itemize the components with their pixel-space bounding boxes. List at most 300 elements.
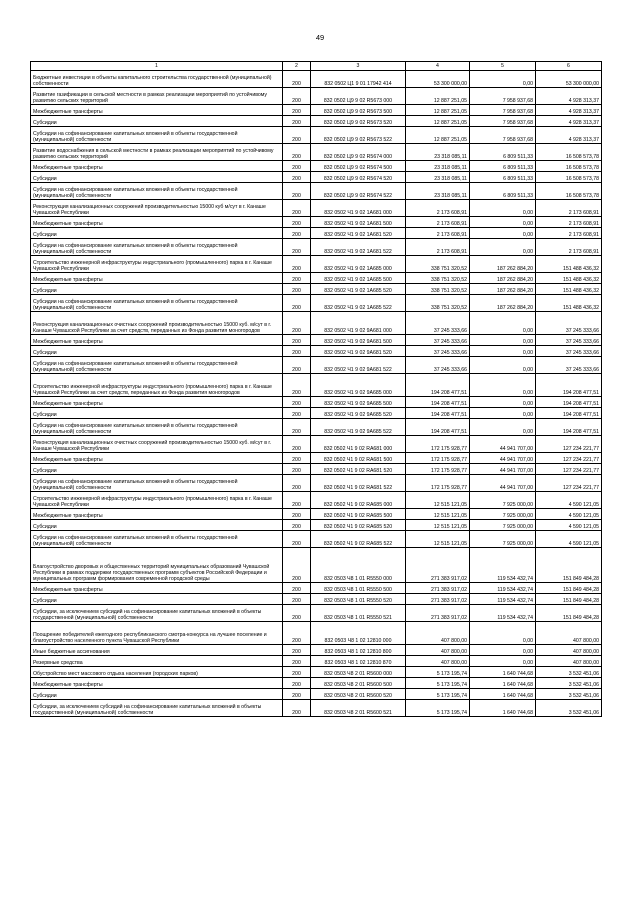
table-row <box>31 622 602 645</box>
row-remaining-amount: 4 928 313,37 <box>536 105 602 116</box>
row-classification: 832 0503 Ч8 1 01 R5550 520 <box>311 594 406 605</box>
row-classification: 832 0502 Ч1 9 02 RА681 520 <box>311 464 406 475</box>
row-classification: 832 0502 Ц9 9 02 R5674 000 <box>311 144 406 161</box>
table-row <box>31 172 602 183</box>
table-row <box>31 200 602 217</box>
row-name: Реконструкция канализационных очистных сооружений производительностью 15000 куб. м/сут в г. Канаше Чувашской Республики за счет средств, переданных из Фонда развития моногородов <box>31 312 283 335</box>
row-remaining-amount: 4 590 121,05 <box>536 492 602 509</box>
table-row <box>31 531 602 548</box>
row-executed-amount: 6 809 511,33 <box>470 161 536 172</box>
table-row <box>31 548 602 583</box>
row-line-code: 200 <box>283 475 311 492</box>
row-line-code: 200 <box>283 520 311 531</box>
row-name: Субсидии на софинансирование капитальных вложений в объекты государственной (муниципальной) собственности <box>31 239 283 256</box>
row-executed-amount: 7 958 937,68 <box>470 105 536 116</box>
row-remaining-amount: 37 245 333,66 <box>536 312 602 335</box>
row-line-code: 200 <box>283 172 311 183</box>
row-executed-amount: 0,00 <box>470 397 536 408</box>
row-remaining-amount: 53 300 000,00 <box>536 71 602 88</box>
row-line-code: 200 <box>283 531 311 548</box>
table-row <box>31 127 602 144</box>
row-executed-amount: 0,00 <box>470 346 536 357</box>
row-remaining-amount: 407 800,00 <box>536 656 602 667</box>
row-executed-amount: 0,00 <box>470 656 536 667</box>
row-line-code: 200 <box>283 217 311 228</box>
row-executed-amount: 119 534 432,74 <box>470 605 536 622</box>
row-approved-amount: 338 751 320,52 <box>406 284 470 295</box>
row-name: Строительство инженерной инфраструктуры индустриального (промышленного) парка в г. Канаше Чувашской Республики <box>31 256 283 273</box>
row-name: Межбюджетные трансферты <box>31 105 283 116</box>
row-name: Субсидии <box>31 408 283 419</box>
row-line-code: 200 <box>283 583 311 594</box>
row-name: Субсидии <box>31 594 283 605</box>
table-row <box>31 105 602 116</box>
row-executed-amount: 0,00 <box>470 312 536 335</box>
row-name: Благоустройство дворовых и общественных территорий муниципальных образований Чувашской Республики в рамках поддержки государственных программ субъектов Российской Федерации и муниципальных программ формирования современной городской среды <box>31 548 283 583</box>
row-remaining-amount: 127 234 221,77 <box>536 464 602 475</box>
row-remaining-amount: 16 508 573,78 <box>536 172 602 183</box>
table-row <box>31 520 602 531</box>
row-line-code: 200 <box>283 436 311 453</box>
table-body <box>31 71 602 717</box>
row-approved-amount: 12 515 121,05 <box>406 520 470 531</box>
row-executed-amount: 6 809 511,33 <box>470 172 536 183</box>
table-header-row <box>31 62 602 71</box>
row-classification: 832 0502 Ч1 9 02 9А681 520 <box>311 346 406 357</box>
row-remaining-amount: 3 532 451,06 <box>536 678 602 689</box>
table-row <box>31 346 602 357</box>
row-approved-amount: 338 751 320,52 <box>406 273 470 284</box>
row-remaining-amount: 2 173 608,91 <box>536 239 602 256</box>
row-executed-amount: 44 941 707,00 <box>470 475 536 492</box>
row-name: Субсидии <box>31 284 283 295</box>
table-row <box>31 419 602 436</box>
row-approved-amount: 407 800,00 <box>406 656 470 667</box>
row-line-code: 200 <box>283 357 311 374</box>
row-line-code: 200 <box>283 548 311 583</box>
row-remaining-amount: 3 532 451,06 <box>536 700 602 717</box>
row-executed-amount: 7 958 937,68 <box>470 127 536 144</box>
row-line-code: 200 <box>283 397 311 408</box>
row-remaining-amount: 4 928 313,37 <box>536 127 602 144</box>
row-line-code: 200 <box>283 335 311 346</box>
table-row <box>31 284 602 295</box>
row-line-code: 200 <box>283 183 311 200</box>
row-line-code: 200 <box>283 464 311 475</box>
row-remaining-amount: 2 173 608,91 <box>536 217 602 228</box>
row-classification: 832 0502 Ч1 9 02 9А685 000 <box>311 374 406 397</box>
row-classification: 832 0503 Ч8 2 01 R5600 521 <box>311 700 406 717</box>
row-name: Субсидии, за исключением субсидий на софинансирование капитальных вложений в объекты государственной (муниципальной) собственности <box>31 605 283 622</box>
row-name: Резервные средства <box>31 656 283 667</box>
row-remaining-amount: 151 849 484,28 <box>536 583 602 594</box>
row-name: Межбюджетные трансферты <box>31 335 283 346</box>
row-approved-amount: 172 175 928,77 <box>406 464 470 475</box>
row-remaining-amount: 194 208 477,51 <box>536 419 602 436</box>
row-line-code: 200 <box>283 700 311 717</box>
row-name: Субсидии на софинансирование капитальных вложений в объекты государственной (муниципальной) собственности <box>31 419 283 436</box>
table-row <box>31 88 602 105</box>
row-remaining-amount: 194 208 477,51 <box>536 374 602 397</box>
table-row <box>31 700 602 717</box>
row-name: Развитие газификации в сельской местности в рамках реализации мероприятий по устойчивому развитию сельских территорий <box>31 88 283 105</box>
row-approved-amount: 5 173 195,74 <box>406 678 470 689</box>
row-remaining-amount: 4 928 313,37 <box>536 88 602 105</box>
row-remaining-amount: 151 488 436,32 <box>536 256 602 273</box>
header-col-3: 3 <box>311 62 406 71</box>
row-name: Межбюджетные трансферты <box>31 273 283 284</box>
table-row <box>31 256 602 273</box>
row-executed-amount: 119 534 432,74 <box>470 583 536 594</box>
row-classification: 832 0502 Ч1 9 02 RА685 000 <box>311 492 406 509</box>
row-executed-amount: 187 262 884,20 <box>470 273 536 284</box>
row-remaining-amount: 151 488 436,32 <box>536 284 602 295</box>
row-remaining-amount: 151 849 484,28 <box>536 605 602 622</box>
row-remaining-amount: 37 245 333,66 <box>536 346 602 357</box>
row-classification: 832 0503 Ч8 2 01 R5600 520 <box>311 689 406 700</box>
row-line-code: 200 <box>283 419 311 436</box>
row-remaining-amount: 151 488 436,32 <box>536 273 602 284</box>
row-executed-amount: 6 809 511,33 <box>470 183 536 200</box>
row-approved-amount: 2 173 608,91 <box>406 217 470 228</box>
row-line-code: 200 <box>283 71 311 88</box>
row-remaining-amount: 127 234 221,77 <box>536 453 602 464</box>
row-line-code: 200 <box>283 656 311 667</box>
row-approved-amount: 271 383 917,02 <box>406 605 470 622</box>
row-remaining-amount: 2 173 608,91 <box>536 228 602 239</box>
row-name: Субсидии <box>31 172 283 183</box>
row-line-code: 200 <box>283 161 311 172</box>
row-classification: 832 0503 Ч8 2 01 R5600 000 <box>311 667 406 678</box>
row-classification: 832 0502 Ч1 9 02 9А681 500 <box>311 335 406 346</box>
row-remaining-amount: 3 532 451,06 <box>536 689 602 700</box>
row-approved-amount: 172 175 928,77 <box>406 453 470 464</box>
row-classification: 832 0502 Ч1 9 02 1А681 500 <box>311 217 406 228</box>
table-row <box>31 116 602 127</box>
row-approved-amount: 2 173 608,91 <box>406 228 470 239</box>
row-name: Обустройство мест массового отдыха населения (городских парков) <box>31 667 283 678</box>
row-classification: 832 0502 Ч1 9 02 RА681 000 <box>311 436 406 453</box>
row-name: Межбюджетные трансферты <box>31 161 283 172</box>
row-name: Бюджетные инвестиции в объекты капитального строительства государственной (муниципальной) собственности <box>31 71 283 88</box>
row-remaining-amount: 151 488 436,32 <box>536 295 602 312</box>
row-name: Субсидии на софинансирование капитальных вложений в объекты государственной (муниципальной) собственности <box>31 475 283 492</box>
row-executed-amount: 1 640 744,68 <box>470 700 536 717</box>
row-name: Иные бюджетные ассигнования <box>31 645 283 656</box>
row-executed-amount: 44 941 707,00 <box>470 464 536 475</box>
row-approved-amount: 2 173 608,91 <box>406 239 470 256</box>
row-approved-amount: 271 383 917,02 <box>406 594 470 605</box>
header-col-6: 6 <box>536 62 602 71</box>
table-row <box>31 645 602 656</box>
row-executed-amount: 1 640 744,68 <box>470 678 536 689</box>
row-remaining-amount: 3 532 451,06 <box>536 667 602 678</box>
row-name: Строительство инженерной инфраструктуры индустриального (промышленного) парка в г. Канаше Чувашской Республики за счет средств, переданных из Фонда развития моногородов <box>31 374 283 397</box>
table-row <box>31 583 602 594</box>
row-executed-amount: 7 925 000,00 <box>470 520 536 531</box>
row-remaining-amount: 127 234 221,77 <box>536 436 602 453</box>
table-row <box>31 408 602 419</box>
row-classification: 832 0502 Ц9 9 02 R5674 522 <box>311 183 406 200</box>
row-line-code: 200 <box>283 295 311 312</box>
row-executed-amount: 0,00 <box>470 217 536 228</box>
table-row <box>31 678 602 689</box>
table-row <box>31 492 602 509</box>
row-name: Субсидии <box>31 464 283 475</box>
table-row <box>31 667 602 678</box>
row-approved-amount: 23 318 085,11 <box>406 161 470 172</box>
row-name: Субсидии <box>31 116 283 127</box>
table-row <box>31 183 602 200</box>
row-name: Межбюджетные трансферты <box>31 397 283 408</box>
row-name: Реконструкция канализационных очистных сооружений производительностью 15000 куб. м/сут в г. Канаше Чувашской Республики <box>31 436 283 453</box>
row-name: Межбюджетные трансферты <box>31 453 283 464</box>
row-approved-amount: 172 175 928,77 <box>406 436 470 453</box>
row-approved-amount: 172 175 928,77 <box>406 475 470 492</box>
row-approved-amount: 12 515 121,05 <box>406 492 470 509</box>
row-executed-amount: 187 262 884,20 <box>470 284 536 295</box>
row-line-code: 200 <box>283 374 311 397</box>
row-name: Межбюджетные трансферты <box>31 217 283 228</box>
table-row <box>31 161 602 172</box>
row-classification: 832 0502 Ч1 9 02 1А685 520 <box>311 284 406 295</box>
row-approved-amount: 37 245 333,66 <box>406 346 470 357</box>
table-row <box>31 464 602 475</box>
row-executed-amount: 7 925 000,00 <box>470 492 536 509</box>
row-name: Субсидии <box>31 689 283 700</box>
table-row <box>31 228 602 239</box>
row-name: Поощрение победителей ежегодного республиканского смотра-конкурса на лучшее поселение и благоустройство населенного пункта Чувашской Республики <box>31 622 283 645</box>
row-executed-amount: 0,00 <box>470 408 536 419</box>
row-line-code: 200 <box>283 200 311 217</box>
row-classification: 832 0502 Ч1 9 02 RА685 520 <box>311 520 406 531</box>
row-classification: 832 0502 Ц9 9 02 R5673 500 <box>311 105 406 116</box>
row-name: Субсидии на софинансирование капитальных вложений в объекты государственной (муниципальной) собственности <box>31 183 283 200</box>
table-row <box>31 144 602 161</box>
row-classification: 832 0502 Ч1 9 02 9А685 522 <box>311 419 406 436</box>
table-row <box>31 295 602 312</box>
row-classification: 832 0502 Ч1 9 02 9А681 000 <box>311 312 406 335</box>
table-row <box>31 509 602 520</box>
row-approved-amount: 5 173 195,74 <box>406 689 470 700</box>
row-executed-amount: 119 534 432,74 <box>470 594 536 605</box>
row-line-code: 200 <box>283 88 311 105</box>
row-approved-amount: 37 245 333,66 <box>406 357 470 374</box>
row-line-code: 200 <box>283 239 311 256</box>
row-remaining-amount: 2 173 608,91 <box>536 200 602 217</box>
row-line-code: 200 <box>283 127 311 144</box>
row-line-code: 200 <box>283 689 311 700</box>
row-approved-amount: 2 173 608,91 <box>406 200 470 217</box>
row-name: Субсидии <box>31 346 283 357</box>
row-classification: 832 0502 Ч1 9 02 9А685 500 <box>311 397 406 408</box>
row-line-code: 200 <box>283 312 311 335</box>
row-executed-amount: 187 262 884,20 <box>470 295 536 312</box>
row-classification: 832 0502 Ч1 9 02 1А685 522 <box>311 295 406 312</box>
row-line-code: 200 <box>283 144 311 161</box>
row-approved-amount: 23 318 085,11 <box>406 144 470 161</box>
table-row <box>31 605 602 622</box>
row-remaining-amount: 151 849 484,28 <box>536 548 602 583</box>
row-classification: 832 0502 Ч1 9 02 1А681 520 <box>311 228 406 239</box>
row-executed-amount: 0,00 <box>470 374 536 397</box>
row-approved-amount: 338 751 320,52 <box>406 295 470 312</box>
row-executed-amount: 7 925 000,00 <box>470 531 536 548</box>
row-name: Развитие водоснабжения в сельской местности в рамках реализации мероприятий по устойчивому развитию сельских территорий <box>31 144 283 161</box>
row-classification: 832 0502 Ц9 9 02 R5674 500 <box>311 161 406 172</box>
row-classification: 832 0502 Ч1 9 02 1А685 500 <box>311 273 406 284</box>
row-name: Субсидии на софинансирование капитальных вложений в объекты государственной (муниципальной) собственности <box>31 295 283 312</box>
row-approved-amount: 194 208 477,51 <box>406 374 470 397</box>
table-row <box>31 397 602 408</box>
row-line-code: 200 <box>283 645 311 656</box>
row-classification: 832 0502 Ч1 9 02 1А681 000 <box>311 200 406 217</box>
row-executed-amount: 1 640 744,68 <box>470 689 536 700</box>
row-remaining-amount: 127 234 221,77 <box>536 475 602 492</box>
table-row <box>31 656 602 667</box>
table-row <box>31 374 602 397</box>
row-line-code: 200 <box>283 408 311 419</box>
row-name: Субсидии <box>31 520 283 531</box>
row-approved-amount: 5 173 195,74 <box>406 700 470 717</box>
row-executed-amount: 44 941 707,00 <box>470 436 536 453</box>
table-row <box>31 436 602 453</box>
header-col-5: 5 <box>470 62 536 71</box>
row-executed-amount: 7 958 937,68 <box>470 88 536 105</box>
row-approved-amount: 5 173 195,74 <box>406 667 470 678</box>
row-classification: 832 0502 Ч1 9 02 1А681 522 <box>311 239 406 256</box>
row-approved-amount: 12 887 251,05 <box>406 88 470 105</box>
row-approved-amount: 194 208 477,51 <box>406 397 470 408</box>
table-row <box>31 312 602 335</box>
row-approved-amount: 407 800,00 <box>406 622 470 645</box>
row-executed-amount: 187 262 884,20 <box>470 256 536 273</box>
page-number: 49 <box>315 33 325 42</box>
row-classification: 832 0502 Ц9 9 02 R5673 522 <box>311 127 406 144</box>
row-name: Субсидии, за исключением субсидий на софинансирование капитальных вложений в объекты государственной (муниципальной) собственности <box>31 700 283 717</box>
row-remaining-amount: 16 508 573,78 <box>536 161 602 172</box>
row-remaining-amount: 37 245 333,66 <box>536 357 602 374</box>
row-line-code: 200 <box>283 453 311 464</box>
row-line-code: 200 <box>283 492 311 509</box>
row-executed-amount: 0,00 <box>470 239 536 256</box>
row-classification: 832 0503 Ч8 1 01 R5550 521 <box>311 605 406 622</box>
row-line-code: 200 <box>283 105 311 116</box>
row-executed-amount: 0,00 <box>470 228 536 239</box>
row-classification: 832 0502 Ч1 9 02 RА681 522 <box>311 475 406 492</box>
row-name: Субсидии на софинансирование капитальных вложений в объекты государственной (муниципальной) собственности <box>31 357 283 374</box>
row-name: Реконструкция канализационных сооружений производительностью 15000 куб м/сут в г. Канаше Чувашской Республики <box>31 200 283 217</box>
row-remaining-amount: 4 590 121,05 <box>536 520 602 531</box>
table-row <box>31 594 602 605</box>
table-row <box>31 475 602 492</box>
row-line-code: 200 <box>283 622 311 645</box>
table-row <box>31 335 602 346</box>
table-row <box>31 71 602 88</box>
budget-table <box>30 61 602 717</box>
row-name: Межбюджетные трансферты <box>31 583 283 594</box>
row-line-code: 200 <box>283 273 311 284</box>
row-classification: 832 0503 Ч8 1 01 R5550 000 <box>311 548 406 583</box>
header-col-1: 1 <box>31 62 283 71</box>
row-line-code: 200 <box>283 509 311 520</box>
row-line-code: 200 <box>283 116 311 127</box>
row-name: Субсидии на софинансирование капитальных вложений в объекты государственной (муниципальной) собственности <box>31 127 283 144</box>
row-approved-amount: 37 245 333,66 <box>406 312 470 335</box>
row-approved-amount: 338 751 320,52 <box>406 256 470 273</box>
row-line-code: 200 <box>283 284 311 295</box>
row-remaining-amount: 4 928 313,37 <box>536 116 602 127</box>
row-classification: 832 0502 Ч1 9 02 9А685 520 <box>311 408 406 419</box>
row-classification: 832 0502 Ч1 9 02 1А685 000 <box>311 256 406 273</box>
row-remaining-amount: 151 849 484,28 <box>536 594 602 605</box>
row-approved-amount: 12 515 121,05 <box>406 509 470 520</box>
row-executed-amount: 1 640 744,68 <box>470 667 536 678</box>
table-row <box>31 273 602 284</box>
row-remaining-amount: 407 800,00 <box>536 622 602 645</box>
row-line-code: 200 <box>283 605 311 622</box>
row-classification: 832 0503 Ч8 1 01 R5550 500 <box>311 583 406 594</box>
table-row <box>31 453 602 464</box>
row-remaining-amount: 37 245 333,66 <box>536 335 602 346</box>
row-executed-amount: 0,00 <box>470 71 536 88</box>
row-classification: 832 0503 Ч8 1 02 12810 000 <box>311 622 406 645</box>
row-remaining-amount: 16 508 573,78 <box>536 183 602 200</box>
table-row <box>31 217 602 228</box>
table-row <box>31 239 602 256</box>
row-classification: 832 0503 Ч8 2 01 R5600 500 <box>311 678 406 689</box>
row-classification: 832 0502 Ч1 9 02 RА685 522 <box>311 531 406 548</box>
row-line-code: 200 <box>283 256 311 273</box>
row-approved-amount: 271 383 917,02 <box>406 583 470 594</box>
row-remaining-amount: 4 590 121,05 <box>536 531 602 548</box>
row-remaining-amount: 194 208 477,51 <box>536 397 602 408</box>
row-classification: 832 0502 Ц1 9 01 17942 414 <box>311 71 406 88</box>
row-classification: 832 0503 Ч8 1 02 12810 870 <box>311 656 406 667</box>
row-approved-amount: 271 383 917,02 <box>406 548 470 583</box>
row-approved-amount: 53 300 000,00 <box>406 71 470 88</box>
header-col-4: 4 <box>406 62 470 71</box>
row-executed-amount: 0,00 <box>470 419 536 436</box>
row-classification: 832 0502 Ц9 9 02 R5673 520 <box>311 116 406 127</box>
row-approved-amount: 12 515 121,05 <box>406 531 470 548</box>
row-remaining-amount: 16 508 573,78 <box>536 144 602 161</box>
row-approved-amount: 12 887 251,05 <box>406 105 470 116</box>
row-executed-amount: 7 925 000,00 <box>470 509 536 520</box>
row-executed-amount: 119 534 432,74 <box>470 548 536 583</box>
row-name: Межбюджетные трансферты <box>31 509 283 520</box>
row-approved-amount: 194 208 477,51 <box>406 419 470 436</box>
row-approved-amount: 37 245 333,66 <box>406 335 470 346</box>
row-executed-amount: 0,00 <box>470 335 536 346</box>
row-name: Субсидии на софинансирование капитальных вложений в объекты государственной (муниципальной) собственности <box>31 531 283 548</box>
row-classification: 832 0503 Ч8 1 02 12810 800 <box>311 645 406 656</box>
row-name: Строительство инженерной инфраструктуры индустриального (промышленного) парка в г. Канаше Чувашской Республики <box>31 492 283 509</box>
row-executed-amount: 0,00 <box>470 622 536 645</box>
row-line-code: 200 <box>283 594 311 605</box>
header-col-2: 2 <box>283 62 311 71</box>
row-classification: 832 0502 Ч1 9 02 RА681 500 <box>311 453 406 464</box>
row-classification: 832 0502 Ц9 9 02 R5674 520 <box>311 172 406 183</box>
row-classification: 832 0502 Ч1 9 02 RА685 500 <box>311 509 406 520</box>
table-row <box>31 689 602 700</box>
row-approved-amount: 12 887 251,05 <box>406 116 470 127</box>
row-executed-amount: 6 809 511,33 <box>470 144 536 161</box>
row-approved-amount: 23 318 085,11 <box>406 172 470 183</box>
row-name: Межбюджетные трансферты <box>31 678 283 689</box>
row-approved-amount: 23 318 085,11 <box>406 183 470 200</box>
row-line-code: 200 <box>283 667 311 678</box>
